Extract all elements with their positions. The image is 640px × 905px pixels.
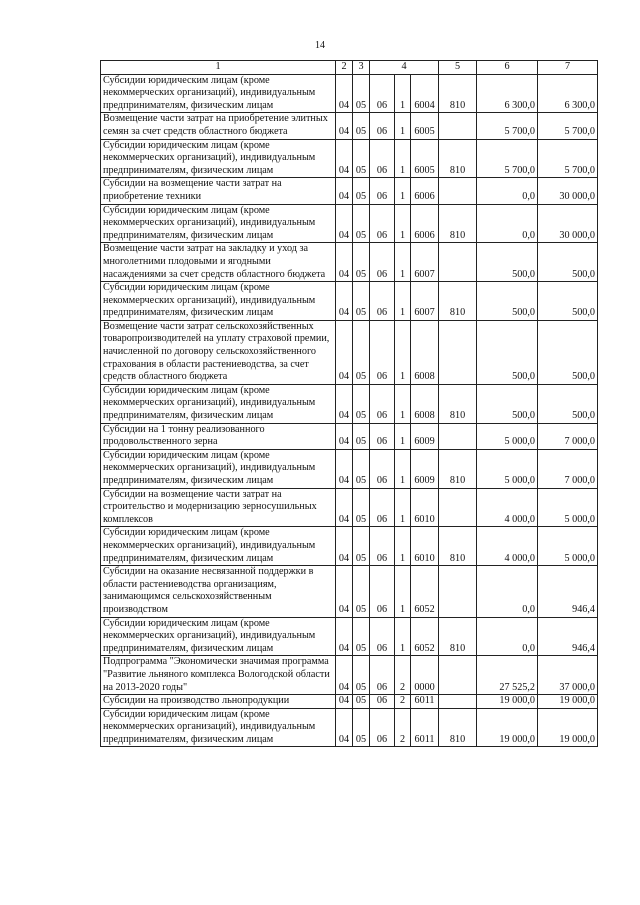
cell-section: 04 xyxy=(336,282,353,321)
cell-subsection: 05 xyxy=(353,320,370,384)
cell-target-article-code: 6011 xyxy=(411,695,439,709)
header-cell: 6 xyxy=(477,61,538,75)
cell-amount-col6: 0,0 xyxy=(477,617,538,656)
cell-target-article-subprogram: 2 xyxy=(395,695,411,709)
table-row xyxy=(101,449,598,488)
table-row xyxy=(101,656,598,695)
header-cell: 3 xyxy=(353,61,370,75)
cell-amount-col6: 0,0 xyxy=(477,204,538,243)
cell-target-article-program: 06 xyxy=(370,139,395,178)
cell-target-article-code: 6008 xyxy=(411,320,439,384)
row-description: Субсидии юридическим лицам (кроме некоммерческих организаций), индивидуальным предпринимателям, физическим лицам xyxy=(101,139,336,178)
cell-amount-col6: 5 700,0 xyxy=(477,113,538,139)
table-row xyxy=(101,113,598,139)
page-number: 14 xyxy=(315,40,325,51)
cell-target-article-code: 6008 xyxy=(411,384,439,423)
cell-target-article-code: 6011 xyxy=(411,708,439,747)
row-description: Возмещение части затрат на приобретение элитных семян за счет средств областного бюджета xyxy=(101,113,336,139)
cell-target-article-code: 6006 xyxy=(411,178,439,204)
cell-amount-col7: 500,0 xyxy=(538,243,598,282)
table-row xyxy=(101,423,598,449)
cell-target-article-subprogram: 1 xyxy=(395,320,411,384)
cell-target-article-code: 6010 xyxy=(411,488,439,527)
cell-target-article-subprogram: 1 xyxy=(395,178,411,204)
cell-target-article-subprogram: 1 xyxy=(395,617,411,656)
table-body xyxy=(101,74,598,747)
cell-target-article-program: 06 xyxy=(370,178,395,204)
cell-subsection: 05 xyxy=(353,113,370,139)
cell-amount-col7: 7 000,0 xyxy=(538,449,598,488)
cell-target-article-subprogram: 1 xyxy=(395,423,411,449)
cell-target-article-subprogram: 1 xyxy=(395,488,411,527)
cell-expense-type xyxy=(439,488,477,527)
cell-subsection: 05 xyxy=(353,423,370,449)
cell-amount-col7: 946,4 xyxy=(538,566,598,617)
row-description: Субсидии на возмещение части затрат на строительство и модернизацию зерносушильных комплексов xyxy=(101,488,336,527)
table-row xyxy=(101,243,598,282)
cell-target-article-subprogram: 1 xyxy=(395,74,411,113)
table-row xyxy=(101,74,598,113)
cell-expense-type xyxy=(439,566,477,617)
cell-amount-col6: 5 700,0 xyxy=(477,139,538,178)
cell-section: 04 xyxy=(336,695,353,709)
cell-expense-type xyxy=(439,243,477,282)
header-cell: 2 xyxy=(336,61,353,75)
cell-expense-type: 810 xyxy=(439,527,477,566)
cell-target-article-code: 6005 xyxy=(411,139,439,178)
cell-expense-type: 810 xyxy=(439,204,477,243)
cell-expense-type: 810 xyxy=(439,139,477,178)
cell-target-article-code: 6004 xyxy=(411,74,439,113)
cell-expense-type xyxy=(439,423,477,449)
row-description: Субсидии на оказание несвязанной поддержки в области растениеводства организациям, занимающимся сельскохозяйственным производством xyxy=(101,566,336,617)
table-row xyxy=(101,282,598,321)
table-row xyxy=(101,204,598,243)
cell-expense-type: 810 xyxy=(439,74,477,113)
table-row xyxy=(101,527,598,566)
cell-target-article-subprogram: 1 xyxy=(395,384,411,423)
cell-amount-col6: 500,0 xyxy=(477,384,538,423)
cell-target-article-code: 6007 xyxy=(411,282,439,321)
cell-target-article-program: 06 xyxy=(370,488,395,527)
cell-section: 04 xyxy=(336,74,353,113)
cell-amount-col6: 0,0 xyxy=(477,178,538,204)
header-cell: 4 xyxy=(370,61,439,75)
cell-amount-col7: 5 700,0 xyxy=(538,113,598,139)
cell-target-article-program: 06 xyxy=(370,708,395,747)
cell-target-article-program: 06 xyxy=(370,204,395,243)
cell-target-article-program: 06 xyxy=(370,695,395,709)
cell-target-article-subprogram: 2 xyxy=(395,656,411,695)
cell-amount-col7: 37 000,0 xyxy=(538,656,598,695)
header-cell: 7 xyxy=(538,61,598,75)
cell-section: 04 xyxy=(336,178,353,204)
row-description: Субсидии юридическим лицам (кроме некоммерческих организаций), индивидуальным предпринимателям, физическим лицам xyxy=(101,282,336,321)
row-description: Подпрограмма "Экономически значимая программа "Развитие льняного комплекса Вологодской области на 2013-2020 годы" xyxy=(101,656,336,695)
cell-amount-col7: 19 000,0 xyxy=(538,708,598,747)
cell-amount-col6: 4 000,0 xyxy=(477,488,538,527)
cell-subsection: 05 xyxy=(353,695,370,709)
cell-expense-type xyxy=(439,113,477,139)
cell-target-article-subprogram: 1 xyxy=(395,243,411,282)
row-description: Субсидии юридическим лицам (кроме некоммерческих организаций), индивидуальным предпринимателям, физическим лицам xyxy=(101,204,336,243)
cell-amount-col7: 5 000,0 xyxy=(538,488,598,527)
cell-section: 04 xyxy=(336,113,353,139)
cell-subsection: 05 xyxy=(353,178,370,204)
cell-amount-col6: 5 000,0 xyxy=(477,449,538,488)
cell-target-article-program: 06 xyxy=(370,113,395,139)
cell-subsection: 05 xyxy=(353,74,370,113)
cell-subsection: 05 xyxy=(353,204,370,243)
row-description: Субсидии юридическим лицам (кроме некоммерческих организаций), индивидуальным предпринимателям, физическим лицам xyxy=(101,527,336,566)
header-cell: 1 xyxy=(101,61,336,75)
cell-target-article-code: 6010 xyxy=(411,527,439,566)
cell-amount-col6: 500,0 xyxy=(477,282,538,321)
cell-expense-type: 810 xyxy=(439,282,477,321)
cell-target-article-code: 6009 xyxy=(411,423,439,449)
cell-target-article-subprogram: 1 xyxy=(395,527,411,566)
table-row xyxy=(101,139,598,178)
cell-section: 04 xyxy=(336,488,353,527)
cell-amount-col6: 5 000,0 xyxy=(477,423,538,449)
cell-section: 04 xyxy=(336,656,353,695)
cell-section: 04 xyxy=(336,449,353,488)
cell-amount-col6: 500,0 xyxy=(477,320,538,384)
cell-section: 04 xyxy=(336,566,353,617)
table-row xyxy=(101,617,598,656)
cell-amount-col6: 27 525,2 xyxy=(477,656,538,695)
cell-section: 04 xyxy=(336,243,353,282)
cell-section: 04 xyxy=(336,708,353,747)
cell-amount-col7: 5 700,0 xyxy=(538,139,598,178)
cell-subsection: 05 xyxy=(353,139,370,178)
cell-target-article-code: 6005 xyxy=(411,113,439,139)
cell-amount-col6: 19 000,0 xyxy=(477,708,538,747)
cell-target-article-subprogram: 1 xyxy=(395,449,411,488)
cell-target-article-program: 06 xyxy=(370,423,395,449)
budget-table xyxy=(100,60,598,747)
cell-subsection: 05 xyxy=(353,527,370,566)
cell-amount-col7: 500,0 xyxy=(538,320,598,384)
table-row xyxy=(101,384,598,423)
cell-target-article-program: 06 xyxy=(370,617,395,656)
cell-expense-type xyxy=(439,695,477,709)
table-row xyxy=(101,695,598,709)
cell-expense-type: 810 xyxy=(439,384,477,423)
cell-target-article-subprogram: 1 xyxy=(395,139,411,178)
cell-section: 04 xyxy=(336,617,353,656)
cell-amount-col6: 0,0 xyxy=(477,566,538,617)
header-cell: 5 xyxy=(439,61,477,75)
row-description: Субсидии на производство льнопродукции xyxy=(101,695,336,709)
cell-subsection: 05 xyxy=(353,282,370,321)
cell-amount-col7: 6 300,0 xyxy=(538,74,598,113)
cell-target-article-subprogram: 1 xyxy=(395,113,411,139)
row-description: Возмещение части затрат сельскохозяйственных товаропроизводителей на уплату страховой премии, начисленной по договору сельскохозяйственного страхования в области растениеводства, за счет средств областного бюджета xyxy=(101,320,336,384)
row-description: Субсидии на 1 тонну реализованного продовольственного зерна xyxy=(101,423,336,449)
cell-section: 04 xyxy=(336,423,353,449)
cell-target-article-program: 06 xyxy=(370,384,395,423)
table-row xyxy=(101,178,598,204)
cell-target-article-code: 6006 xyxy=(411,204,439,243)
cell-target-article-subprogram: 1 xyxy=(395,282,411,321)
cell-amount-col6: 500,0 xyxy=(477,243,538,282)
cell-subsection: 05 xyxy=(353,656,370,695)
cell-target-article-subprogram: 1 xyxy=(395,566,411,617)
cell-target-article-subprogram: 2 xyxy=(395,708,411,747)
row-description: Субсидии юридическим лицам (кроме некоммерческих организаций), индивидуальным предпринимателям, физическим лицам xyxy=(101,384,336,423)
cell-target-article-code: 6052 xyxy=(411,566,439,617)
row-description: Субсидии юридическим лицам (кроме некоммерческих организаций), индивидуальным предпринимателям, физическим лицам xyxy=(101,708,336,747)
cell-section: 04 xyxy=(336,204,353,243)
cell-amount-col7: 500,0 xyxy=(538,282,598,321)
cell-target-article-program: 06 xyxy=(370,449,395,488)
header-row xyxy=(101,61,598,75)
cell-target-article-program: 06 xyxy=(370,527,395,566)
cell-amount-col7: 5 000,0 xyxy=(538,527,598,566)
row-description: Субсидии юридическим лицам (кроме некоммерческих организаций), индивидуальным предпринимателям, физическим лицам xyxy=(101,617,336,656)
cell-target-article-program: 06 xyxy=(370,74,395,113)
cell-target-article-subprogram: 1 xyxy=(395,204,411,243)
cell-section: 04 xyxy=(336,320,353,384)
row-description: Возмещение части затрат на закладку и уход за многолетними плодовыми и ягодными насаждениями за счет средств областного бюджета xyxy=(101,243,336,282)
cell-amount-col6: 6 300,0 xyxy=(477,74,538,113)
cell-amount-col7: 30 000,0 xyxy=(538,178,598,204)
cell-expense-type xyxy=(439,656,477,695)
cell-subsection: 05 xyxy=(353,449,370,488)
cell-target-article-code: 0000 xyxy=(411,656,439,695)
table-row xyxy=(101,488,598,527)
cell-expense-type xyxy=(439,320,477,384)
cell-target-article-program: 06 xyxy=(370,566,395,617)
cell-amount-col7: 7 000,0 xyxy=(538,423,598,449)
cell-expense-type: 810 xyxy=(439,449,477,488)
cell-amount-col6: 4 000,0 xyxy=(477,527,538,566)
cell-amount-col7: 19 000,0 xyxy=(538,695,598,709)
cell-target-article-program: 06 xyxy=(370,656,395,695)
cell-section: 04 xyxy=(336,527,353,566)
cell-expense-type: 810 xyxy=(439,708,477,747)
cell-expense-type xyxy=(439,178,477,204)
cell-subsection: 05 xyxy=(353,384,370,423)
cell-target-article-program: 06 xyxy=(370,320,395,384)
cell-target-article-code: 6007 xyxy=(411,243,439,282)
table-row xyxy=(101,708,598,747)
cell-section: 04 xyxy=(336,384,353,423)
cell-subsection: 05 xyxy=(353,243,370,282)
row-description: Субсидии на возмещение части затрат на приобретение техники xyxy=(101,178,336,204)
table-row xyxy=(101,320,598,384)
cell-expense-type: 810 xyxy=(439,617,477,656)
row-description: Субсидии юридическим лицам (кроме некоммерческих организаций), индивидуальным предпринимателям, физическим лицам xyxy=(101,74,336,113)
cell-subsection: 05 xyxy=(353,617,370,656)
cell-amount-col7: 30 000,0 xyxy=(538,204,598,243)
cell-amount-col7: 500,0 xyxy=(538,384,598,423)
cell-subsection: 05 xyxy=(353,708,370,747)
cell-amount-col7: 946,4 xyxy=(538,617,598,656)
cell-section: 04 xyxy=(336,139,353,178)
cell-target-article-program: 06 xyxy=(370,243,395,282)
cell-target-article-code: 6052 xyxy=(411,617,439,656)
table-row xyxy=(101,566,598,617)
cell-subsection: 05 xyxy=(353,566,370,617)
row-description: Субсидии юридическим лицам (кроме некоммерческих организаций), индивидуальным предпринимателям, физическим лицам xyxy=(101,449,336,488)
cell-target-article-code: 6009 xyxy=(411,449,439,488)
cell-amount-col6: 19 000,0 xyxy=(477,695,538,709)
cell-target-article-program: 06 xyxy=(370,282,395,321)
cell-subsection: 05 xyxy=(353,488,370,527)
